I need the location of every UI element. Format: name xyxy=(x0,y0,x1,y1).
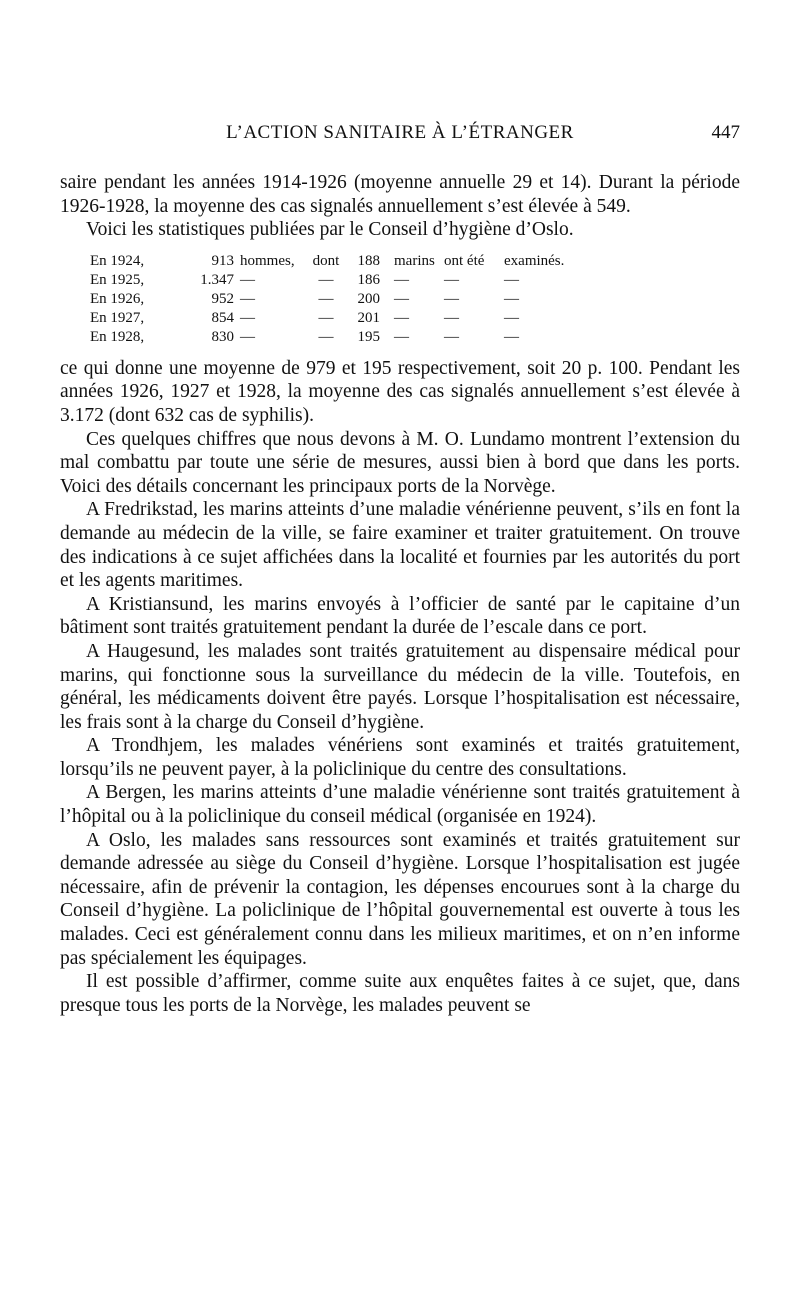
stats-cell: examinés. xyxy=(504,252,565,269)
stats-cell: — xyxy=(318,271,334,288)
stats-cell: 200 xyxy=(357,290,380,307)
stats-cell: — xyxy=(504,271,519,288)
stats-cell: En 1925, xyxy=(90,271,145,288)
stats-cell: — xyxy=(318,328,334,345)
paragraph: Ces quelques chiffres que nous devons à M. O. Lundamo montrent l’extension du mal combattu par toute une série de mesures, aussi bien à bord que dans les ports. Voici des détails concernant les principaux ports de la Norvège. xyxy=(60,428,740,497)
paragraph: saire pendant les années 1914-1926 (moyenne annuelle 29 et 14). Durant la période 1926-1928, la moyenne des cas signalés annuellement s’est élevée à 549. xyxy=(60,172,740,217)
paragraph: Il est possible d’affirmer, comme suite aux enquêtes faites à ce sujet, que, dans presque tous les ports de la Norvège, les malades peuvent se xyxy=(60,971,740,1016)
stats-cell: ont été xyxy=(444,252,485,269)
page-header xyxy=(60,122,740,152)
paragraph: A Kristiansund, les marins envoyés à l’officier de santé par le capitaine d’un bâtiment sont traités gratuitement pendant la durée de l’escale dans ce port. xyxy=(60,593,740,639)
stats-cell: 188 xyxy=(357,252,380,269)
paragraph: A Trondhjem, les malades vénériens sont examinés et traités gratuitement, lorsqu’ils ne peuvent payer, à la policlinique du centre des consultations. xyxy=(60,735,740,780)
stats-row xyxy=(90,290,740,309)
stats-cell: 830 xyxy=(211,328,234,345)
paragraph: A Oslo, les malades sans ressources sont examinés et traités gratuitement sur demande adressée au siège du Conseil d’hygiène. Lorsque l’hospitalisation est jugée nécessaire, afin de prévenir la contagion, les dépenses encourues sont à la charge du Conseil d’hygiène. La policlinique de l’hôpital gouvernemental est ouverte à tous les malades. Ceci est généralement connu dans les milieux maritimes, et on n’en informe pas spécialement les équipages. xyxy=(60,829,740,969)
running-title: L’ACTION SANITAIRE À L’ÉTRANGER xyxy=(226,122,574,143)
stats-cell: — xyxy=(240,271,255,288)
paragraph: A Fredrikstad, les marins atteints d’une maladie vénérienne peuvent, s’ils en font la demande au médecin de la ville, se faire examiner et traiter gratuitement. On trouve des indications à ce sujet affichées dans la localité et fournies par les autorités du port et les agents maritimes. xyxy=(60,499,740,592)
stats-row xyxy=(90,328,740,347)
paragraph: ce qui donne une moyenne de 979 et 195 respectivement, soit 20 p. 100. Pendant les années 1926, 1927 et 1928, la moyenne des cas signalés annuellement s’est élevée à 3.172 (dont 632 cas de syphilis). xyxy=(60,357,740,426)
stats-cell: — xyxy=(394,271,409,288)
stats-row xyxy=(90,271,740,290)
stats-cell: — xyxy=(444,309,459,326)
stats-cell: 186 xyxy=(357,271,380,288)
stats-cell: 1.347 xyxy=(200,271,234,288)
stats-cell: hommes, xyxy=(240,252,295,269)
stats-cell: — xyxy=(394,328,409,345)
stats-row xyxy=(90,252,740,271)
stats-cell: — xyxy=(394,290,409,307)
page-number: 447 xyxy=(711,122,740,143)
stats-cell: — xyxy=(240,309,255,326)
stats-cell: En 1927, xyxy=(90,309,145,326)
stats-cell: 201 xyxy=(357,309,380,326)
stats-cell: 952 xyxy=(211,290,234,307)
paragraph: A Bergen, les marins atteints d’une maladie vénérienne sont traités gratuitement à l’hôpital ou à la policlinique du conseil médical (organisée en 1924). xyxy=(60,782,740,828)
stats-cell: — xyxy=(504,290,519,307)
stats-cell: 854 xyxy=(211,309,234,326)
stats-cell: marins xyxy=(394,252,435,269)
paragraph: Voici les statistiques publiées par le Conseil d’hygiène d’Oslo. xyxy=(86,219,574,241)
stats-cell: — xyxy=(240,290,255,307)
paragraph: A Haugesund, les malades sont traités gratuitement au dispensaire médical pour marins, qui fonctionne sous la surveillance du médecin de la ville. Toutefois, en général, les médicaments doivent être payés. Lorsque l’hospitalisation est nécessaire, les frais sont à la charge du Conseil d’hygiène. xyxy=(60,640,740,733)
stats-cell: — xyxy=(318,309,334,326)
stats-cell: 195 xyxy=(357,328,380,345)
stats-cell: En 1924, xyxy=(90,252,145,269)
stats-cell: En 1926, xyxy=(90,290,145,307)
stats-cell: — xyxy=(318,290,334,307)
stats-cell: dont xyxy=(312,252,340,269)
stats-cell: — xyxy=(444,271,459,288)
stats-cell: — xyxy=(504,328,519,345)
stats-cell: — xyxy=(444,328,459,345)
stats-cell: — xyxy=(240,328,255,345)
stats-cell: — xyxy=(394,309,409,326)
stats-cell: En 1928, xyxy=(90,328,145,345)
statistics-table xyxy=(90,252,740,347)
stats-row xyxy=(90,309,740,328)
stats-cell: 913 xyxy=(211,252,234,269)
stats-cell: — xyxy=(504,309,519,326)
stats-cell: — xyxy=(444,290,459,307)
page-body xyxy=(60,171,740,1017)
